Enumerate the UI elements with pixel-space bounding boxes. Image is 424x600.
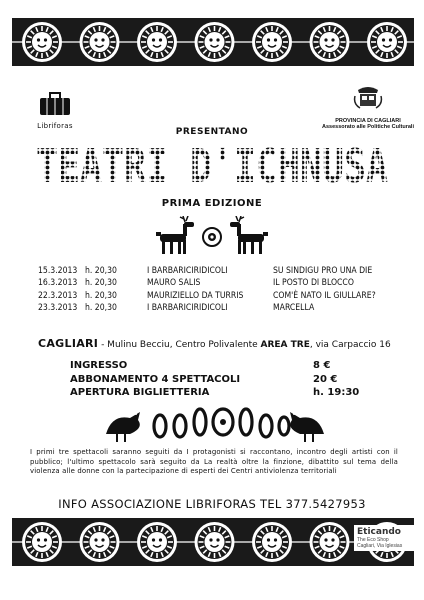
price-value: 8 €	[313, 360, 331, 371]
schedule-time: h. 20,30	[85, 266, 117, 276]
price-label: ABBONAMENTO 4 SPETTACOLI	[70, 373, 241, 385]
schedule-row	[38, 303, 376, 315]
schedule-date: 15.3.2013	[38, 266, 78, 276]
sponsor-logo	[354, 525, 420, 551]
ornament-dots	[220, 419, 226, 425]
price-label: APERTURA BIGLIETTERIA	[70, 387, 210, 398]
sun-face-icon	[195, 22, 235, 62]
sponsor-address: Cagliari, Via Iglesias	[357, 543, 403, 549]
nuragic-decoration	[100, 400, 330, 444]
schedule-show: IL POSTO DI BLOCCO	[273, 278, 354, 289]
dotted-title-art	[0, 140, 424, 190]
sun-face-icon	[252, 22, 292, 62]
price-label: INGRESSO	[70, 360, 128, 371]
sun-face-icon	[22, 22, 62, 62]
sun-face-icon	[22, 522, 62, 562]
prices-block	[70, 360, 370, 401]
venue-line	[38, 337, 391, 350]
schedule-row	[38, 291, 376, 303]
price-row	[70, 374, 370, 388]
schedule-table	[38, 266, 376, 316]
bird-left-icon	[106, 412, 140, 442]
sun-face-icon	[137, 522, 177, 562]
sun-face-icon	[80, 522, 120, 562]
top-pattern-band	[12, 18, 414, 66]
presentano-label: PRESENTANO	[175, 127, 249, 137]
venue-street: , via Carpaccio 16	[309, 340, 391, 350]
events-description: I primi tre spettacoli saranno seguiti da I protagonisti si raccontano, incontro degli artisti con il pubblico; l'ultimo spettacolo sarà seguito da La realtà oltre la finzione, dibattito sul tema della violenza alle donne con la partecipazione di esperti dei Centri antiviolenza territoriali	[30, 448, 398, 476]
department-name: Assessorato alle Politiche Culturali	[321, 124, 414, 130]
schedule-time: h. 20,30	[85, 290, 117, 301]
schedule-date: 22.3.2013	[38, 290, 78, 301]
schedule-show: SU SINDIGU PRO UNA DIE	[273, 266, 373, 276]
schedule-show: MARCELLA	[273, 303, 315, 314]
schedule-row	[38, 266, 376, 278]
page-title	[0, 140, 424, 190]
schedule-company: MAURO SALIS	[147, 278, 201, 289]
sun-face-pattern	[12, 18, 414, 66]
sun-face-icon	[310, 522, 350, 562]
sun-face-icon	[195, 522, 235, 562]
schedule-date: 23.3.2013	[38, 303, 78, 314]
library-suitcase-icon	[38, 92, 72, 116]
price-value: 20 €	[313, 373, 338, 385]
deer-left-icon	[156, 216, 194, 254]
info-contact: INFO ASSOCIAZIONE LIBRIFORAS TEL 377.5427953	[58, 497, 366, 511]
deer-right-icon	[230, 216, 268, 254]
libriforas-logo-text: Libriforas	[37, 122, 73, 130]
provincia-logo	[318, 86, 418, 130]
schedule-company: I BARBARICIRIDICOLI	[147, 266, 228, 276]
venue-hall: AREA TRE	[260, 340, 310, 350]
schedule-time: h. 20,30	[85, 278, 117, 289]
sponsor-tagline: The Eco Shop	[357, 537, 389, 543]
schedule-date: 16.3.2013	[38, 278, 78, 289]
schedule-company: MAURIZIELLO DA TURRIS	[147, 290, 244, 301]
sun-face-icon	[137, 22, 177, 62]
edition-label: PRIMA EDIZIONE	[161, 198, 263, 209]
venue-address: - Mulinu Becciu, Centro Polivalente	[98, 340, 261, 350]
sun-medallion-icon	[203, 228, 221, 246]
price-value: h. 19:30	[313, 387, 360, 398]
schedule-show: COM'È NATO IL GIULLARE?	[273, 290, 376, 301]
price-row	[70, 360, 370, 374]
deer-ornament	[150, 216, 274, 258]
province-name: PROVINCIA DI CAGLIARI	[335, 118, 401, 124]
sun-face-icon	[367, 22, 407, 62]
coat-of-arms-icon	[353, 86, 383, 112]
libriforas-logo	[30, 92, 80, 130]
venue-city: CAGLIARI	[38, 337, 99, 350]
bird-right-icon	[290, 412, 324, 442]
schedule-time: h. 20,30	[85, 303, 117, 314]
sun-face-icon	[310, 22, 350, 62]
schedule-company: I BARBARICIRIDICOLI	[147, 303, 228, 314]
sponsor-name: Eticando	[357, 527, 401, 537]
sun-face-icon	[80, 22, 120, 62]
schedule-row	[38, 278, 376, 290]
price-row	[70, 387, 370, 401]
sun-face-icon	[252, 522, 292, 562]
